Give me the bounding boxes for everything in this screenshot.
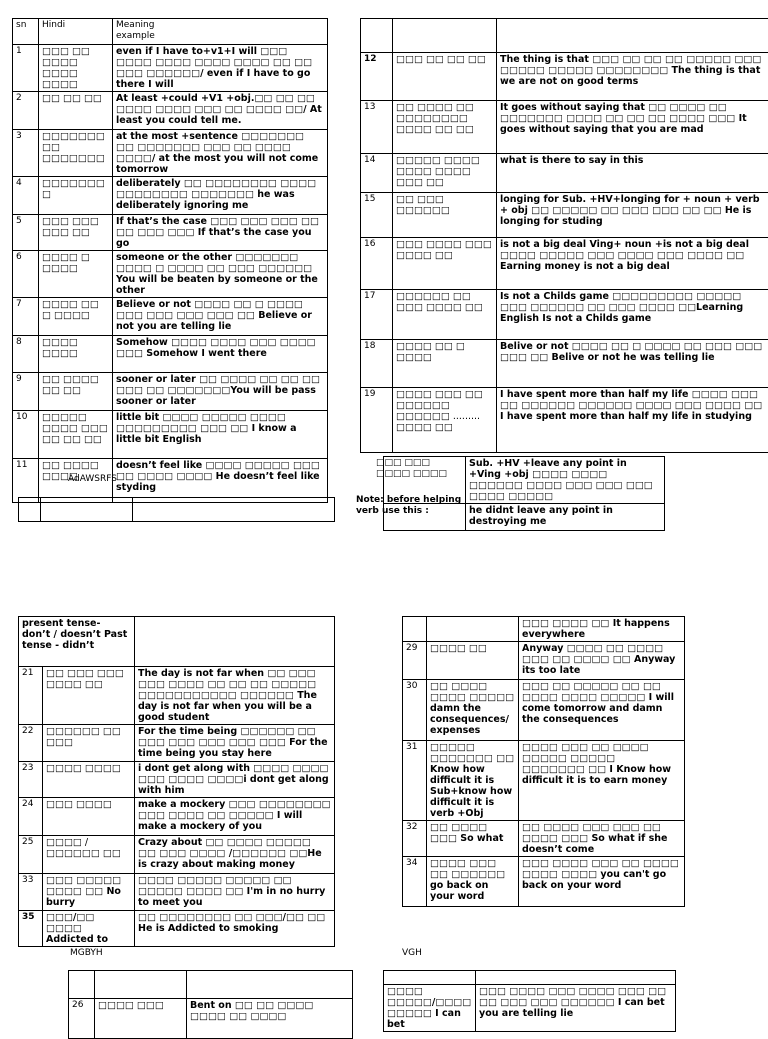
row-meaning: Belive or not □□□□ □□ □ □□□□ □□ □□□ □□□ □□□ □□ Belive or not he was telling lie — [497, 340, 768, 388]
row-hindi: □□□□□□□□ — [39, 177, 113, 215]
row-hindi: □□ □□□□ □□ □□□□□□□□ □□□□ □□ □□ — [393, 101, 497, 154]
row-hindi: □□□□ □ □□□□ — [39, 251, 113, 298]
table-row — [403, 857, 685, 907]
table-row — [13, 298, 328, 336]
row-hindi: □□□□ □□ — [427, 642, 519, 680]
row-hindi: □□□□ □□□ □□ □□□□□□ □□□□□□ ......... □□□□ □□ — [393, 388, 497, 453]
table-row — [19, 725, 335, 762]
row-meaning: Anyway □□□□ □□ □□□□ □□□ □□ □□□□ □□ Anyway its too late — [519, 642, 685, 680]
table-row — [19, 874, 335, 911]
row-sn: 10 — [13, 411, 39, 459]
empty-cell — [476, 971, 676, 985]
phrase-table-3 — [18, 616, 335, 947]
row-hindi: □□□ □□□□ — [43, 798, 135, 836]
row-meaning: □□□ □□□□ □□□ □□□□ □□□ □□ □□ □□□ □□□ □□□□□□ I can bet you are telling lie — [476, 985, 676, 1032]
row-hindi: □□□□ □□□ — [95, 999, 187, 1039]
row-sn: 6 — [13, 251, 39, 298]
table-header-row — [13, 19, 328, 45]
header-hindi: Hindi — [39, 19, 113, 45]
row-meaning: at the most +sentence □□□□□□□ □□ □□□□□□□ □□□ □□ □□□□ □□□□/ at the most you will not come tomorrow — [113, 130, 328, 177]
row-hindi: □□ □□□ □□□ □□□□ □□ — [43, 667, 135, 725]
row-sn: 2 — [13, 92, 39, 130]
table-row — [403, 680, 685, 741]
table-row — [361, 290, 768, 340]
table-row — [361, 238, 768, 290]
table-row — [19, 911, 335, 947]
row-hindi: □□ □□ □□ — [39, 92, 113, 130]
row-sn: 9 — [13, 373, 39, 411]
row-sn: 23 — [19, 762, 43, 798]
row-meaning: sooner or later □□ □□□□ □□ □□ □□ □□□ □□ □□□□□□□You will be pass sooner or later — [113, 373, 328, 411]
empty-strip-table — [18, 497, 335, 522]
row-sn: 19 — [361, 388, 393, 453]
table-row — [361, 53, 768, 101]
row-hindi: □□□ □□ □□ □□ — [393, 53, 497, 101]
row-sn: 4 — [13, 177, 39, 215]
table-row — [13, 411, 328, 459]
row-hindi: □□□□ □□□□□/□□□□ □□□□□ I can bet — [384, 985, 476, 1032]
row-hindi: □□ □□□□ □□ □□ — [39, 373, 113, 411]
row-meaning: The day is not far when □□ □□□ □□□ □□□□ □□ □□ □□ □□□□□ □□□□□□□□□□□ □□□□□□ The day is not far when you will be a good student — [135, 667, 335, 725]
row-hindi: □□ □□□□ □□□□ — [39, 459, 113, 503]
table-row — [19, 836, 335, 874]
row-hindi: □□□□□ □□□□ □□□□ □□□□ □□□ □□ — [393, 154, 497, 193]
table-row — [361, 388, 768, 453]
row-meaning: If that’s the case □□□ □□□ □□□ □□ □□ □□□ □□□ If that’s the case you go — [113, 215, 328, 251]
table-row — [361, 101, 768, 154]
row-meaning: It goes without saying that □□ □□□□ □□ □□□□□□□ □□□□ □□ □□ □□ □□□□ □□□ It goes without saying that you are mad — [497, 101, 768, 154]
row-hindi: □□□□□ □□□□ □□□ □□ □□ □□ — [39, 411, 113, 459]
row-meaning: □□□ □□□□ □□□ □□ □□□□ □□□□ □□□□ you can't go back on your word — [519, 857, 685, 907]
empty-cell — [427, 617, 519, 642]
row-meaning: Crazy about □□ □□□□ □□□□□ □□ □□□ □□□□ /□□□□□□ □□He is crazy about making money — [135, 836, 335, 874]
row-meaning: what is there to say in this — [497, 154, 768, 193]
row-meaning: Bent on □□ □□ □□□□ □□□□ □□ □□□□ — [187, 999, 353, 1039]
row-sn: 25 — [19, 836, 43, 874]
table-row — [69, 999, 353, 1039]
table-row — [13, 459, 328, 503]
label-adawsrfs: AdAWSRFS — [68, 474, 117, 485]
row-sn: 16 — [361, 238, 393, 290]
table-row — [403, 821, 685, 857]
row-sn: 7 — [13, 298, 39, 336]
row-hindi: □□□□ □□ □ □□□□ — [393, 340, 497, 388]
table-row — [13, 215, 328, 251]
empty-cell — [95, 971, 187, 999]
row-sn: 24 — [19, 798, 43, 836]
row-meaning: Is not a Childs game □□□□□□□□□ □□□□□ □□□ □□□□□□ □□ □□□ □□□□ □□Learning English Is not a Childs game — [497, 290, 768, 340]
row-sn: 35 — [19, 911, 43, 947]
table-row — [403, 642, 685, 680]
table-row — [19, 667, 335, 725]
row-meaning: i dont get along with □□□□ □□□□ □□□ □□□□ □□□□i dont get along with him — [135, 762, 335, 798]
row-meaning: longing for Sub. +HV+longing for + noun + verb + obj □□ □□□□□ □□ □□□ □□□ □□ □□ He is longing for studing — [497, 193, 768, 238]
empty-cell — [361, 19, 393, 53]
row-hindi: □□ □□□ □□□□□□ — [393, 193, 497, 238]
row-meaning: someone or the other □□□□□□□ □□□□ □ □□□□ □□ □□□ □□□□□□ You will be beaten by someone or the other — [113, 251, 328, 298]
empty-cell — [403, 617, 427, 642]
row-meaning: make a mockery □□□ □□□□□□□□ □□□ □□□□ □□ □□□□□ I will make a mockery of you — [135, 798, 335, 836]
row-hindi: □□□ □□□□ □□□ □□□□ □□ — [393, 238, 497, 290]
table-row — [361, 340, 768, 388]
empty-cell — [393, 19, 497, 53]
table-row — [384, 971, 676, 985]
row-hindi: □□□□ □□□□ — [39, 336, 113, 373]
row-sn: 33 — [19, 874, 43, 911]
row-hindi: □□□□□□ □□ □□□ □□□□ □□ — [393, 290, 497, 340]
row-meaning: For the time being □□□□□□ □□ □□□ □□□ □□□ □□□ □□□ For the time being you stay here — [135, 725, 335, 762]
table-row — [13, 251, 328, 298]
row-hindi: □□□ □□ □□□□ □□□□ □□□□ — [39, 45, 113, 92]
phrase-table-4 — [402, 616, 685, 907]
empty-cell — [497, 19, 768, 53]
leave-phrase-hindi: □□□ □□□ □□□□ □□□□ — [376, 458, 461, 480]
header-example-label: example — [116, 31, 155, 41]
table-row — [19, 762, 335, 798]
note-helping-verb: Note: before helping verb use this : — [356, 495, 462, 517]
row-hindi: □□□ □□□□□ □□□□ □□ No burry — [43, 874, 135, 911]
label-vgh: VGH — [402, 948, 422, 959]
row-meaning: □□ □□□□ □□□ □□□ □□ □□□□ □□□ So what if she doesn’t come — [519, 821, 685, 857]
row-hindi: □□□□ □□□□ — [43, 762, 135, 798]
row-meaning: Somehow □□□□ □□□□ □□□ □□□□ □□□ Somehow I went there — [113, 336, 328, 373]
row-sn: 31 — [403, 741, 427, 821]
row-meaning: The thing is that □□□ □□ □□ □□ □□□□□ □□□ □□□□□ □□□□□ □□□□□□□□ The thing is that we are not on good terms — [497, 53, 768, 101]
row-sn: 21 — [19, 667, 43, 725]
table-row — [361, 193, 768, 238]
header-meaning — [113, 19, 328, 45]
table-row — [13, 373, 328, 411]
row-sn: 34 — [403, 857, 427, 907]
row-meaning: even if I have to+v1+I will □□□ □□□□ □□□□ □□□□ □□□□ □□ □□ □□□ □□□□□□/ even if I have to go there I will — [113, 45, 328, 92]
row-meaning: I have spent more than half my life □□□□ □□□ □□ □□□□□□ □□□□□□ □□□□ □□□ □□□□ □□ I have spent more than half my life in studying — [497, 388, 768, 453]
row-sn: 11 — [13, 459, 39, 503]
table-row — [403, 741, 685, 821]
phrase-table-1 — [12, 18, 328, 503]
row-hindi: □□□ □□□ □□□ □□ — [39, 215, 113, 251]
row-hindi: □□ □□□□ □□□ So what — [427, 821, 519, 857]
table-header-row — [19, 617, 335, 667]
phrase-table-2 — [360, 18, 768, 453]
row-sn: 13 — [361, 101, 393, 154]
table-row — [384, 985, 676, 1032]
header-meaning-label: Meaning — [116, 20, 154, 30]
row-meaning: At least +could +V1 +obj.□□ □□ □□ □□□□ □□□□ □□□ □□ □□□□ □□/ At least you could tell me. — [113, 92, 328, 130]
empty-cell — [135, 617, 335, 667]
row-sn: 1 — [13, 45, 39, 92]
table-row — [13, 177, 328, 215]
row-hindi: □□□□□ □□□□□□□ □□ Know how difficult it is Sub+know how difficult it is verb +Obj — [427, 741, 519, 821]
row-sn: 5 — [13, 215, 39, 251]
table-header-row — [361, 19, 768, 53]
empty-row — [19, 498, 335, 522]
empty-cell — [41, 498, 133, 522]
row-meaning: □□□ □□ □□□□□ □□ □□ □□□□ □□□□ □□□□□ I will come tomorrow and damn the consequences — [519, 680, 685, 741]
row-sn: 8 — [13, 336, 39, 373]
row-sn: 30 — [403, 680, 427, 741]
header-sn: sn — [13, 19, 39, 45]
table-row — [361, 154, 768, 193]
row-sn: 3 — [13, 130, 39, 177]
tense-note: present tense- don’t / doesn’t Past tense - didn’t — [19, 617, 135, 667]
row-hindi: □□□□ □□□ □□ □□□□□□ go back on your word — [427, 857, 519, 907]
empty-cell — [187, 971, 353, 999]
row-hindi: □□□□□□ □□ □□□ — [43, 725, 135, 762]
row-sn: 12 — [361, 53, 393, 101]
row-meaning: little bit □□□□ □□□□□ □□□□ □□□□□□□□□ □□□ □□ I know a little bit English — [113, 411, 328, 459]
empty-cell — [133, 498, 335, 522]
label-mgbyh: MGBYH — [70, 948, 103, 959]
row-hindi: □□□/□□ □□□□ Addicted to — [43, 911, 135, 947]
row-meaning: Believe or not □□□□ □□ □ □□□□ □□□ □□□ □□□ □□□ □□ Believe or not you are telling lie — [113, 298, 328, 336]
row-hindi: □□□□□□□ □□ □□□□□□□ — [39, 130, 113, 177]
row-meaning: Sub. +HV +leave any point in +Ving +obj □□□□ □□□□ □□□□□□ □□□□ □□□ □□□ □□□ □□□□ □□□□□ — [466, 457, 665, 504]
row-sn: 22 — [19, 725, 43, 762]
table-row — [13, 45, 328, 92]
row-sn: 26 — [69, 999, 95, 1039]
row-sn: 29 — [403, 642, 427, 680]
row-meaning: he didnt leave any point in destroying me — [466, 504, 665, 531]
leave-phrase-table — [383, 456, 665, 531]
table-row — [403, 617, 685, 642]
row-sn: 32 — [403, 821, 427, 857]
row-sn: 15 — [361, 193, 393, 238]
table-row — [13, 336, 328, 373]
empty-cell — [384, 971, 476, 985]
row-meaning: is not a big deal Ving+ noun +is not a big deal □□□□ □□□□□ □□□ □□□□ □□□ □□□□ □□ Earning money is not a big deal — [497, 238, 768, 290]
table-row — [13, 92, 328, 130]
row-sn: 14 — [361, 154, 393, 193]
row-sn: 18 — [361, 340, 393, 388]
phrase-table-6 — [383, 970, 676, 1032]
phrase-table-5 — [68, 970, 353, 1039]
row-hindi: □□ □□□□ □□□□ □□□□□ damn the consequences/ expenses — [427, 680, 519, 741]
table-row — [19, 798, 335, 836]
row-meaning: □□□□ □□□ □□ □□□□ □□□□□ □□□□□ □□□□□□□ □□ I Know how difficult it is to earn money — [519, 741, 685, 821]
row-hindi: □□□□ □□ □ □□□□ — [39, 298, 113, 336]
row-meaning: doesn’t feel like □□□□ □□□□□ □□□ □□ □□□□ □□□□ He doesn’t feel like styding — [113, 459, 328, 503]
row-meaning: □□ □□□□□□□□ □□ □□□/□□ □□ He is Addicted to smoking — [135, 911, 335, 947]
row-hindi: □□□□ /□□□□□□ □□ — [43, 836, 135, 874]
row-meaning: □□□□ □□□□□ □□□□□ □□ □□□□□ □□□□ □□ I'm in no hurry to meet you — [135, 874, 335, 911]
empty-cell — [19, 498, 41, 522]
empty-cell — [69, 971, 95, 999]
table-row — [69, 971, 353, 999]
row-meaning: deliberately □□ □□□□□□□□ □□□□ □□□□□□□□ □□□□□□□ he was deliberately ignoring me — [113, 177, 328, 215]
row-sn: 17 — [361, 290, 393, 340]
row-meaning: □□□ □□□□ □□ It happens everywhere — [519, 617, 685, 642]
table-row — [13, 130, 328, 177]
